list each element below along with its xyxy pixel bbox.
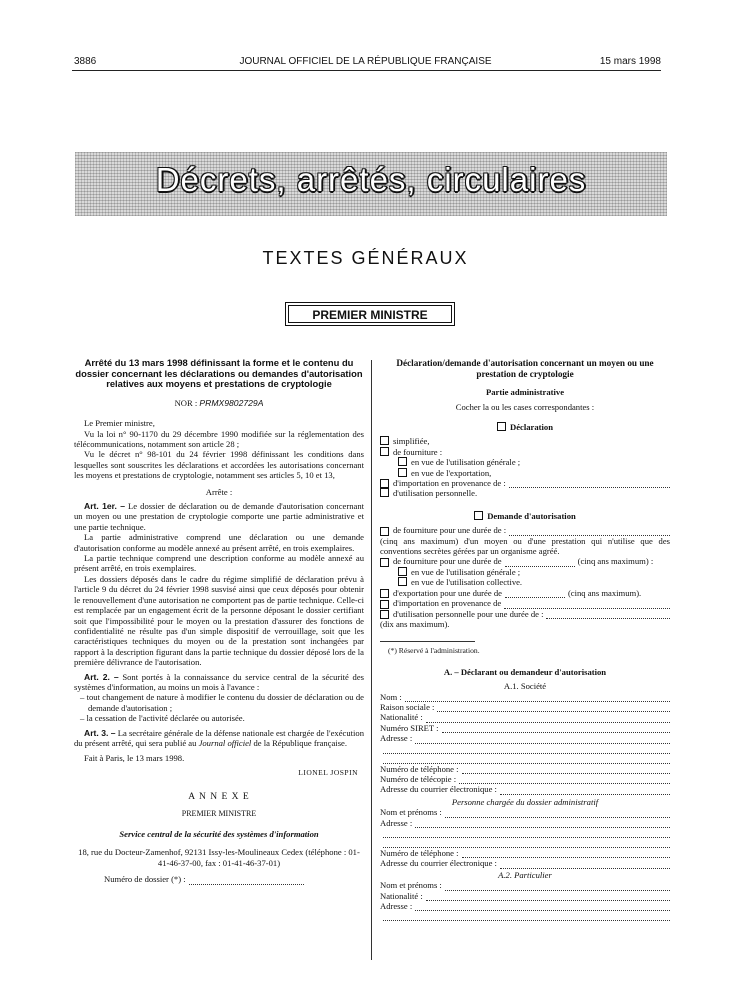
annexe-ministry: PREMIER MINISTRE [181, 808, 257, 818]
footnote-rule [380, 641, 475, 642]
field-adresse-3-cont[interactable] [380, 911, 670, 921]
partie-administrative: Partie administrative [485, 387, 565, 398]
article-2-item-1: – tout changement de nature à modifier le contenu du dossier de déclaration ou de demande d'autorisation ; [80, 692, 364, 713]
article-3-text-b: de la République française. [251, 737, 347, 748]
vu-loi: Vu la loi n° 90-1170 du 29 décembre 1990 modifiée sur la réglementation des télécommunications, notamment son article 28 ; [74, 428, 364, 449]
cocher-instruction: Cocher la ou les cases correspondantes : [455, 401, 595, 412]
vu-decret: Vu le décret n° 98-101 du 24 février 1998 définissant les conditions dans lesquelles sont souscrites les déclarations et accordées les autorisations concernant les moyens et prestations de cryptologie, notamment ses articles 5, 10 et 13, [74, 449, 364, 481]
field-courriel-2[interactable] [380, 858, 670, 868]
field-telecopie-dots [459, 776, 670, 784]
decl-simplifiee-label: simplifiée, [393, 436, 430, 447]
banner-title: Décrets, arrêtés, circulaires [155, 161, 587, 198]
ministry-label: PREMIER MINISTRE [288, 305, 452, 323]
checkbox-exportation[interactable] [398, 468, 407, 477]
dem-exportation[interactable] [380, 588, 670, 598]
field-adresse-3-label: Adresse : [380, 901, 413, 912]
field-nom-label: Nom : [380, 691, 402, 702]
field-courriel-2-dots [500, 861, 670, 869]
dem2-dots [505, 559, 575, 567]
field-nationalite-2-label: Nationalité : [380, 890, 423, 901]
intro: Le Premier ministre, [84, 418, 155, 429]
decl-fourniture-label: de fourniture : [393, 446, 443, 457]
checkbox-demande[interactable] [474, 511, 483, 520]
article-2 [74, 672, 364, 693]
article-2-label: Art. 2. – [84, 671, 119, 682]
decl-importation[interactable] [380, 478, 670, 488]
article-1-p1: La partie administrative comprend une déclaration ou une demande d'autorisation conforme au modèle annexé au présent arrêté, en trois exemplaires. [74, 532, 364, 553]
article-1-p3: Les dossiers déposés dans le cadre du régime simplifié de déclaration prévu à l'article 9 du décret du 24 février 1998 susvisé ainsi que ceux déposés pour obtenir le renouvellement d'une autorisation ne comportent pas de partie technique. Celle-ci est remplacée par un engagement écrit de la personne déposant le dossier certifiant soit que l'impossibilité pour le moyen ou la prestation d'assurer des fonctions de confidentialité ne résulte pas d'un simple dispositif de verrouillage, soit que les caractéristiques techniques du moyen ou de la prestation sont inchangées par rapport à la description figurant dans la partie technique du dossier déposé lors de la première délivrance de l'autorisation. [74, 573, 364, 668]
declaration-heading [380, 422, 670, 432]
field-adresse-3-cont-dots [383, 913, 670, 921]
dem-sub-generale [380, 567, 670, 577]
decl-sub-generale-label: en vue de l'utilisation générale ; [411, 457, 521, 468]
field-siret-label: Numéro SIRET : [380, 722, 439, 733]
field-adresse-3-dots [415, 903, 670, 911]
ministry-box [285, 302, 455, 326]
checkbox-personnelle[interactable] [380, 488, 389, 497]
dem-sub-collective [380, 577, 670, 587]
checkbox-dem-collective[interactable] [398, 577, 407, 586]
field-adresse-cont-2-dots [383, 756, 670, 764]
field-courriel-2-label: Adresse du courrier électronique : [380, 858, 497, 869]
field-adresse-2-dots [415, 820, 670, 828]
field-nationalite[interactable] [380, 712, 670, 722]
service-address: 18, rue du Docteur-Zamenhof, 92131 Issy-les-Moulineaux Cedex (téléphone : 01-41-46-37-00, fax : 01-41-46-37-01) [78, 847, 360, 868]
article-2-item-2: – la cessation de l'activité déclarée ou autorisée. [80, 713, 245, 724]
decl-personnelle [380, 488, 670, 498]
right-column [380, 358, 670, 921]
decl-sub-exportation [380, 468, 670, 478]
field-courriel-label: Adresse du courrier électronique : [380, 784, 497, 795]
field-siret-dots [442, 725, 670, 733]
journal-officiel: Journal officiel [198, 737, 252, 748]
field-nom[interactable] [380, 692, 670, 702]
field-telecopie[interactable] [380, 774, 670, 784]
decl-importation-dots [509, 480, 670, 488]
field-nationalite-label: Nationalité : [380, 712, 423, 723]
field-adresse-label: Adresse : [380, 733, 413, 744]
nor-label: NOR : [174, 397, 198, 408]
journal-title: JOURNAL OFFICIEL DE LA RÉPUBLIQUE FRANÇAISE [239, 56, 492, 67]
article-1-text: Le dossier de déclaration ou de demande d'autorisation concernant un moyen ou une prestation de cryptologie comporte une partie administrative et une partie technique. [74, 501, 365, 532]
dem1-label: de fourniture pour une durée de : [393, 525, 507, 536]
article-2-text: Sont portés à la connaissance du service central de la sécurité des systèmes d'information, au moins un mois à l'avance : [74, 671, 364, 692]
field-adresse-2-cont-2[interactable] [380, 838, 670, 848]
field-adresse-2-cont-1[interactable] [380, 828, 670, 838]
field-adresse-dots [415, 736, 670, 744]
checkbox-importation[interactable] [380, 479, 389, 488]
dem2-label: de fourniture pour une durée de [393, 556, 502, 567]
header-rule [72, 70, 661, 71]
arrete: Arrête : [205, 486, 233, 497]
checkbox-declaration[interactable] [497, 422, 506, 431]
field-siret[interactable] [380, 723, 670, 733]
field-telephone-2-label: Numéro de téléphone : [380, 848, 459, 858]
service-name: Service central de la sécurité des systèmes d'information [119, 829, 319, 839]
field-adresse-2-label: Adresse : [380, 817, 413, 828]
field-telephone-dots [462, 766, 670, 774]
left-column [74, 358, 364, 885]
checkbox-simplifiee[interactable] [380, 436, 389, 445]
checkbox-dem-importation[interactable] [380, 600, 389, 609]
a1-heading [380, 681, 670, 691]
field-nom-prenoms-2-label: Nom et prénoms : [380, 880, 442, 891]
field-raison-dots [437, 704, 670, 712]
decree-title: Arrêté du 13 mars 1998 définissant la forme et le contenu du dossier concernant les déclarations ou demandes d'autorisation relatives aux moyens et prestations de cryptologie [75, 357, 363, 390]
field-nom-prenoms-2[interactable] [380, 880, 670, 890]
field-nom-prenoms-label: Nom et prénoms : [380, 807, 442, 818]
field-nationalite-2-dots [426, 893, 670, 901]
decl-fourniture [380, 447, 670, 457]
article-1 [74, 501, 364, 532]
dem-personnelle[interactable] [380, 609, 670, 619]
issue-date: 15 mars 1998 [599, 56, 661, 67]
column-divider [371, 360, 372, 960]
field-adresse-cont-1-dots [383, 746, 670, 754]
checkbox-dem-generale[interactable] [398, 567, 407, 576]
dem-sub-generale-label: en vue de l'utilisation générale ; [411, 566, 521, 577]
checkbox-dem-personnelle[interactable] [380, 610, 389, 619]
dossier-label: Numéro de dossier (*) : [104, 874, 186, 885]
dem1-dots [509, 528, 670, 536]
field-adresse-3[interactable] [380, 901, 670, 911]
decl-personnelle-label: d'utilisation personnelle. [393, 488, 478, 499]
dem3-label: d'exportation pour une durée de [393, 587, 502, 598]
field-adresse-2[interactable] [380, 818, 670, 828]
decl-sub-generale [380, 457, 670, 467]
dem-fourniture-1[interactable] [380, 525, 670, 535]
dem-fourniture-2[interactable] [380, 556, 670, 566]
field-courriel[interactable] [380, 784, 670, 794]
dem3-detail: (cinq ans maximum). [567, 587, 642, 598]
personne-heading: Personne chargée du dossier administratif [451, 796, 599, 807]
a1-label: A.1. Société [503, 681, 547, 692]
field-telephone-label: Numéro de téléphone : [380, 763, 459, 774]
checkbox-utilisation-generale[interactable] [398, 457, 407, 466]
field-telephone-2[interactable] [380, 848, 670, 858]
checkbox-fourniture[interactable] [380, 447, 389, 456]
dem-importation[interactable] [380, 598, 670, 608]
a2-heading: A.2. Particulier [498, 869, 552, 880]
dossier-number-field[interactable] [104, 874, 304, 884]
signature: LIONEL JOSPIN [298, 767, 358, 777]
dem4-dots [504, 601, 670, 609]
field-nom-prenoms-dots [445, 810, 670, 818]
field-adresse[interactable] [380, 733, 670, 743]
field-adresse-cont-2[interactable] [380, 754, 670, 764]
section-heading: TEXTES GÉNÉRAUX [262, 248, 469, 268]
field-nom-prenoms-2-dots [445, 883, 670, 891]
field-courriel-dots [500, 787, 670, 795]
dossier-dots [189, 877, 304, 885]
page-number: 3886 [74, 56, 97, 67]
field-nationalite-dots [426, 715, 670, 723]
checkbox-dem-fourniture-2[interactable] [380, 558, 389, 567]
dem-sub-collective-label: en vue de l'utilisation collective. [411, 577, 523, 588]
field-nom-prenoms[interactable] [380, 807, 670, 817]
field-raison-label: Raison sociale : [380, 701, 435, 712]
article-3-text-a: La secrétaire générale de la défense nationale est chargée de l'exécution du présent arrêté, qui sera publié au [74, 727, 364, 748]
section-banner [75, 152, 667, 216]
article-1-label: Art. 1er. – [84, 501, 125, 512]
field-adresse-2-cont-1-dots [383, 830, 670, 838]
dem3-dots [505, 590, 565, 598]
article-3-label: Art. 3. – [84, 727, 116, 738]
field-nationalite-2[interactable] [380, 891, 670, 901]
field-telecopie-label: Numéro de télécopie : [380, 773, 457, 784]
dem1-detail: (cinq ans maximum) d'un moyen ou d'une prestation qui n'utilise que des conventions secrètes gérées par un organisme agréé. [380, 535, 670, 557]
annexe-heading: A N N E X E [188, 792, 250, 803]
footnote: (*) Réservé à l'administration. [388, 646, 480, 656]
article-3 [74, 728, 364, 749]
field-telephone-2-dots [462, 850, 670, 858]
field-telephone[interactable] [380, 764, 670, 774]
checkbox-dem-exportation[interactable] [380, 589, 389, 598]
dem5-label: d'utilisation personnelle pour une durée de : [393, 608, 544, 619]
nor-code: PRMX9802729A [199, 397, 264, 408]
dem5-detail: (dix ans maximum). [380, 618, 450, 629]
decl-sub-exportation-label: en vue de l'exportation, [411, 467, 492, 478]
dem2-detail: (cinq ans maximum) : [577, 556, 654, 567]
section-a-heading: A. – Déclarant ou demandeur d'autorisation [443, 666, 607, 677]
declaration-label: Déclaration [510, 422, 553, 432]
field-nom-dots [405, 694, 670, 702]
field-raison-sociale[interactable] [380, 702, 670, 712]
checkbox-dem-fourniture-1[interactable] [380, 527, 389, 536]
demande-label: Demande d'autorisation [487, 510, 576, 521]
fait-a-paris: Fait à Paris, le 13 mars 1998. [84, 753, 185, 764]
article-1-p2: La partie technique comprend une description conforme au modèle annexé au présent arrêté, en trois exemplaires. [74, 553, 364, 574]
demande-heading [380, 511, 670, 521]
decl-importation-label: d'importation en provenance de : [393, 478, 506, 489]
decl-simplifiee [380, 436, 670, 446]
dem5-dots [546, 611, 670, 619]
form-title: Déclaration/demande d'autorisation concernant un moyen ou une prestation de cryptologie [396, 358, 654, 379]
field-adresse-2-cont-2-dots [383, 840, 670, 848]
dem4-label: d'importation en provenance de [393, 598, 502, 609]
nor-line [74, 398, 364, 408]
field-adresse-cont-1[interactable] [380, 744, 670, 754]
